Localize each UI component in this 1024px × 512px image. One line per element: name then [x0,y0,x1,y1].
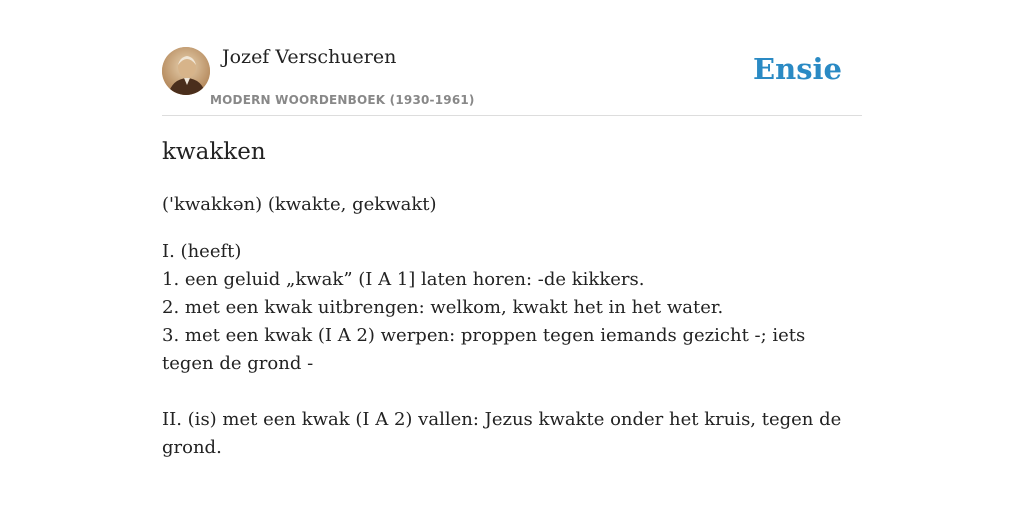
definition-line: II. (is) met een kwak (I A 2) vallen: Jezus kwakte onder het kruis, tegen de grond. [162,409,842,458]
entry-title: kwakken [162,139,266,165]
definition-line: 1. een geluid „kwak” (I A 1] laten horen: -de kikkers. [162,269,645,290]
entry-pronunciation: ('kwakkən) (kwakte, gekwakt) [162,194,437,215]
header [162,44,862,116]
brand-logo[interactable]: Ensie [753,52,842,86]
source-label[interactable]: MODERN WOORDENBOEK (1930-1961) [210,93,475,107]
author-portrait-icon [162,47,210,95]
definition-spacer [162,378,862,406]
author-avatar[interactable] [162,47,210,95]
definition-line: 3. met een kwak (I A 2) werpen: proppen tegen iemands gezicht -; iets tegen de grond - [162,325,806,374]
entry-definitions [162,238,862,462]
definition-line: 2. met een kwak uitbrengen: welkom, kwakt het in het water. [162,297,724,318]
author-name[interactable]: Jozef Verschueren [222,46,397,68]
definition-line: I. (heeft) [162,241,242,262]
